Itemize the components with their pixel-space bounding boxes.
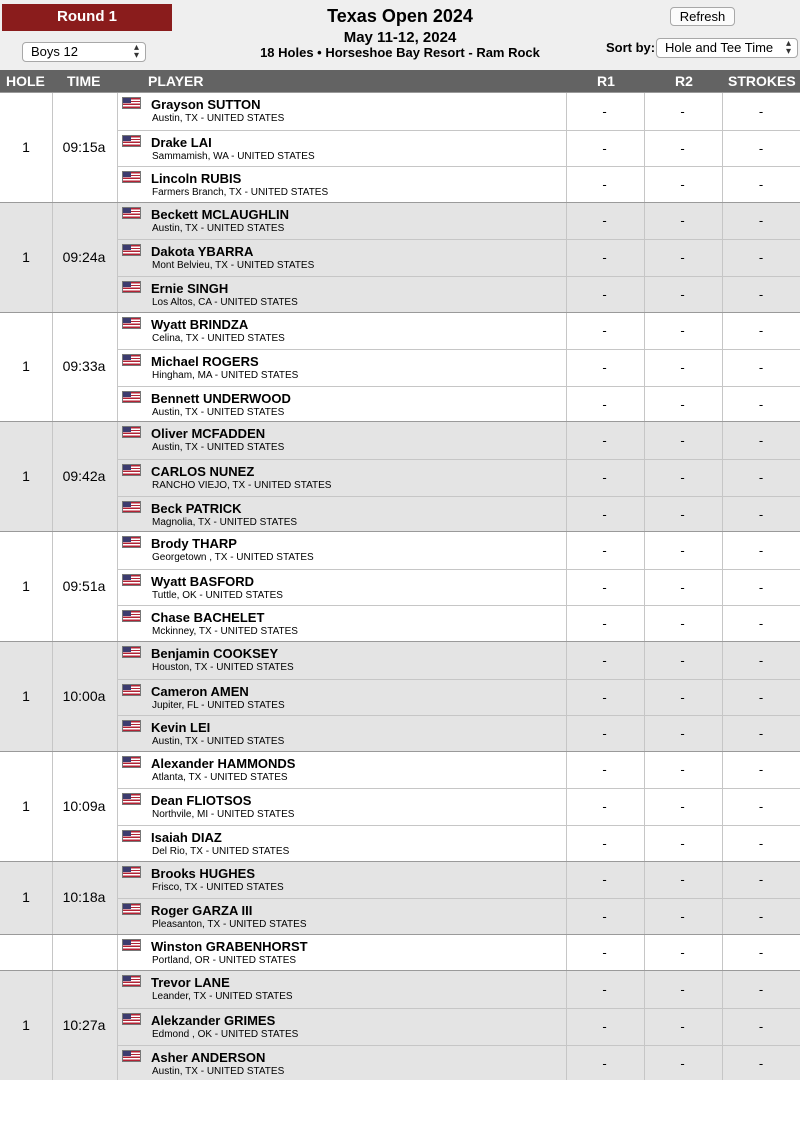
us-flag-icon — [122, 171, 141, 183]
r1-score: - — [602, 177, 607, 193]
strokes-total: - — [758, 140, 764, 156]
tee-time: 09:24a — [62, 248, 106, 265]
player-location: Austin, TX - UNITED STATES — [152, 442, 285, 454]
r1-score: - — [602, 616, 607, 632]
us-flag-icon — [122, 207, 141, 219]
sort-label: Sort by: — [606, 40, 656, 55]
us-flag-icon — [122, 317, 141, 329]
page-header — [0, 0, 800, 70]
player-row[interactable] — [117, 862, 800, 898]
strokes-total: - — [758, 103, 764, 119]
player-location: Farmers Branch, TX - UNITED STATES — [152, 187, 329, 199]
r2-score: - — [680, 799, 685, 815]
player-name[interactable]: Dean FLIOTSOS — [151, 793, 252, 809]
select-arrows-icon: ▴ ▾ — [133, 42, 139, 61]
strokes-total: - — [758, 396, 764, 412]
player-row[interactable] — [117, 166, 800, 202]
r1-score: - — [602, 1055, 607, 1071]
us-flag-icon — [122, 756, 141, 768]
strokes-total: - — [758, 689, 764, 705]
us-flag-icon — [122, 646, 141, 658]
division-select[interactable] — [22, 42, 146, 62]
r2-score: - — [680, 762, 685, 778]
us-flag-icon — [122, 793, 141, 805]
player-location: Georgetown , TX - UNITED STATES — [152, 552, 314, 564]
player-location: Hingham, MA - UNITED STATES — [152, 370, 299, 382]
r2-score: - — [680, 396, 685, 412]
strokes-total: - — [758, 177, 764, 193]
tee-time: 09:51a — [62, 578, 106, 595]
strokes-total: - — [758, 506, 764, 522]
r1-score: - — [602, 689, 607, 705]
r1-score: - — [602, 432, 607, 448]
player-name[interactable]: Trevor LANE — [151, 975, 230, 991]
strokes-total: - — [758, 945, 764, 961]
player-location: Austin, TX - UNITED STATES — [152, 1065, 285, 1077]
player-name[interactable]: Lincoln RUBIS — [151, 171, 242, 187]
player-name[interactable]: Kevin LEI — [151, 720, 211, 736]
us-flag-icon — [122, 501, 141, 513]
tee-time: 10:00a — [62, 687, 106, 704]
us-flag-icon — [122, 684, 141, 696]
player-location: Mont Belvieu, TX - UNITED STATES — [152, 260, 315, 272]
column-divider — [52, 935, 53, 971]
player-location: Austin, TX - UNITED STATES — [152, 222, 285, 234]
division-value: Boys 12 — [31, 44, 78, 59]
r2-score: - — [680, 1055, 685, 1071]
r1-score: - — [602, 250, 607, 266]
hole-number: 1 — [22, 248, 30, 265]
player-name[interactable]: Beckett MCLAUGHLIN — [151, 206, 289, 222]
col-player: PLAYER — [148, 73, 204, 89]
r2-score: - — [680, 909, 685, 925]
player-location: Leander, TX - UNITED STATES — [152, 991, 293, 1003]
r1-score: - — [602, 981, 607, 997]
r2-score: - — [680, 616, 685, 632]
player-location: Frisco, TX - UNITED STATES — [152, 881, 284, 893]
us-flag-icon — [122, 135, 141, 147]
player-location: Los Altos, CA - UNITED STATES — [152, 296, 298, 308]
player-name[interactable]: Cameron AMEN — [151, 683, 249, 699]
tee-time-group — [0, 861, 800, 934]
us-flag-icon — [122, 354, 141, 366]
player-row[interactable] — [117, 752, 800, 788]
r2-score: - — [680, 469, 685, 485]
us-flag-icon — [122, 536, 141, 548]
hole-number: 1 — [22, 1017, 30, 1034]
player-location: Magnolia, TX - UNITED STATES — [152, 516, 298, 528]
hole-number: 1 — [22, 687, 30, 704]
player-row[interactable] — [117, 679, 800, 715]
player-location: Edmond , OK - UNITED STATES — [152, 1028, 299, 1040]
tournament-title: Texas Open 2024 — [327, 6, 473, 26]
player-row[interactable] — [117, 935, 800, 971]
r1-score: - — [602, 909, 607, 925]
strokes-total: - — [758, 981, 764, 997]
player-name[interactable]: Wyatt BASFORD — [151, 573, 255, 589]
player-location: Celina, TX - UNITED STATES — [152, 332, 285, 344]
player-location: Del Rio, TX - UNITED STATES — [152, 845, 290, 857]
player-name[interactable]: Drake LAI — [151, 134, 212, 150]
r1-score: - — [602, 542, 607, 558]
col-strokes: STROKES — [728, 73, 796, 89]
tee-time: 09:15a — [62, 138, 106, 155]
tee-time: 10:09a — [62, 797, 106, 814]
player-name[interactable]: Wyatt BRINDZA — [151, 316, 249, 332]
us-flag-icon — [122, 903, 141, 915]
player-row[interactable] — [117, 532, 800, 568]
player-name[interactable]: Alexander HAMMONDS — [151, 755, 296, 771]
player-name[interactable]: Roger GARZA III — [151, 903, 253, 919]
r2-score: - — [680, 360, 685, 376]
r1-score: - — [602, 469, 607, 485]
us-flag-icon — [122, 574, 141, 586]
player-location: Austin, TX - UNITED STATES — [152, 113, 285, 124]
r2-score: - — [680, 542, 685, 558]
us-flag-icon — [122, 391, 141, 403]
us-flag-icon — [122, 975, 141, 987]
strokes-total: - — [758, 250, 764, 266]
player-location: Sammamish, WA - UNITED STATES — [152, 150, 315, 162]
strokes-total: - — [758, 616, 764, 632]
player-row[interactable] — [117, 313, 800, 349]
us-flag-icon — [122, 281, 141, 293]
hole-number: 1 — [22, 468, 30, 485]
strokes-total: - — [758, 835, 764, 851]
col-time: TIME — [67, 73, 101, 89]
strokes-total: - — [758, 762, 764, 778]
player-row[interactable] — [117, 569, 800, 605]
player-name[interactable]: Winston GRABENHORST — [151, 938, 308, 954]
r1-score: - — [602, 652, 607, 668]
player-row[interactable] — [117, 1008, 800, 1044]
hole-number: 1 — [22, 797, 30, 814]
us-flag-icon — [122, 866, 141, 878]
player-name[interactable]: Ernie SINGH — [151, 280, 229, 296]
r2-score: - — [680, 286, 685, 302]
r2-score: - — [680, 432, 685, 448]
player-row[interactable] — [117, 898, 800, 934]
player-name[interactable]: Oliver MCFADDEN — [151, 426, 266, 442]
player-row[interactable] — [117, 788, 800, 824]
strokes-total: - — [758, 872, 764, 888]
table-header — [0, 70, 800, 92]
r2-score: - — [680, 177, 685, 193]
r2-score: - — [680, 140, 685, 156]
us-flag-icon — [122, 720, 141, 732]
r2-score: - — [680, 652, 685, 668]
player-row[interactable] — [117, 239, 800, 275]
r1-score: - — [602, 872, 607, 888]
tee-time-group — [0, 934, 800, 971]
refresh-button[interactable]: Refresh — [670, 7, 735, 26]
player-location: Portland, OR - UNITED STATES — [152, 954, 297, 966]
strokes-total: - — [758, 799, 764, 815]
player-location: Austin, TX - UNITED STATES — [152, 406, 285, 418]
tee-time-group — [0, 641, 800, 751]
player-location: Northvile, MI - UNITED STATES — [152, 809, 295, 821]
tee-time: 10:27a — [62, 1017, 106, 1034]
sort-value: Hole and Tee Time — [665, 40, 774, 55]
player-name[interactable]: Alekzander GRIMES — [151, 1012, 276, 1028]
tournament-dates: May 11-12, 2024 — [343, 29, 457, 46]
strokes-total: - — [758, 286, 764, 302]
player-row[interactable] — [117, 203, 800, 239]
hole-number: 1 — [22, 889, 30, 906]
tee-time-group — [0, 751, 800, 861]
hole-number: 1 — [22, 578, 30, 595]
player-name[interactable]: Grayson SUTTON — [151, 97, 261, 112]
select-arrows-icon: ▴ ▾ — [785, 38, 791, 57]
player-name[interactable]: Chase BACHELET — [151, 610, 265, 626]
tee-time: 10:18a — [62, 889, 106, 906]
strokes-total: - — [758, 432, 764, 448]
r1-score: - — [602, 945, 607, 961]
player-row[interactable] — [117, 349, 800, 385]
hole-number: 1 — [22, 358, 30, 375]
player-location: Tuttle, OK - UNITED STATES — [152, 589, 283, 601]
player-row[interactable] — [117, 93, 800, 129]
player-location: RANCHO VIEJO, TX - UNITED STATES — [152, 479, 332, 491]
round-selector[interactable]: Round 1 — [2, 4, 172, 31]
player-row[interactable] — [117, 496, 800, 532]
tee-time-group — [0, 421, 800, 531]
strokes-total: - — [758, 360, 764, 376]
col-r1: R1 — [597, 73, 615, 89]
r1-score: - — [602, 323, 607, 339]
r1-score: - — [602, 799, 607, 815]
col-r2: R2 — [675, 73, 693, 89]
player-location: Houston, TX - UNITED STATES — [152, 662, 294, 673]
player-row[interactable] — [117, 605, 800, 641]
col-hole: HOLE — [6, 73, 45, 89]
r1-score: - — [602, 360, 607, 376]
us-flag-icon — [122, 939, 141, 951]
player-row[interactable] — [117, 422, 800, 458]
us-flag-icon — [122, 97, 141, 109]
tee-time: 09:33a — [62, 358, 106, 375]
tee-time-group — [0, 312, 800, 422]
us-flag-icon — [122, 464, 141, 476]
r1-score: - — [602, 103, 607, 119]
r1-score: - — [602, 506, 607, 522]
r2-score: - — [680, 103, 685, 119]
r2-score: - — [680, 872, 685, 888]
r2-score: - — [680, 981, 685, 997]
tee-time-group — [0, 531, 800, 641]
player-row[interactable] — [117, 130, 800, 166]
tee-time-group — [0, 970, 800, 1080]
r2-score: - — [680, 689, 685, 705]
r1-score: - — [602, 579, 607, 595]
strokes-total: - — [758, 1018, 764, 1034]
player-name[interactable]: CARLOS NUNEZ — [151, 463, 255, 479]
player-name[interactable]: Brody THARP — [151, 536, 237, 552]
r1-score: - — [602, 762, 607, 778]
player-location: Austin, TX - UNITED STATES — [152, 736, 285, 748]
player-row[interactable] — [117, 276, 800, 312]
player-location: Pleasanton, TX - UNITED STATES — [152, 919, 307, 931]
strokes-total: - — [758, 726, 764, 742]
player-location: Atlanta, TX - UNITED STATES — [152, 771, 288, 783]
player-row[interactable] — [117, 971, 800, 1007]
r1-score: - — [602, 213, 607, 229]
tee-time: 09:42a — [62, 468, 106, 485]
strokes-total: - — [758, 579, 764, 595]
r1-score: - — [602, 835, 607, 851]
player-location: Jupiter, FL - UNITED STATES — [152, 699, 285, 711]
tee-time-group — [0, 202, 800, 312]
player-row[interactable] — [117, 386, 800, 422]
r2-score: - — [680, 1018, 685, 1034]
strokes-total: - — [758, 542, 764, 558]
strokes-total: - — [758, 909, 764, 925]
strokes-total: - — [758, 1055, 764, 1071]
r2-score: - — [680, 945, 685, 961]
us-flag-icon — [122, 830, 141, 842]
us-flag-icon — [122, 426, 141, 438]
r1-score: - — [602, 726, 607, 742]
r2-score: - — [680, 506, 685, 522]
player-row[interactable] — [117, 459, 800, 495]
player-name[interactable]: Isaiah DIAZ — [151, 829, 222, 845]
player-name[interactable]: Michael ROGERS — [151, 354, 259, 370]
course-info: 18 Holes • Horseshoe Bay Resort - Ram Rock — [260, 45, 540, 60]
player-name[interactable]: Bennett UNDERWOOD — [151, 390, 291, 406]
strokes-total: - — [758, 652, 764, 668]
r2-score: - — [680, 213, 685, 229]
r2-score: - — [680, 250, 685, 266]
us-flag-icon — [122, 244, 141, 256]
us-flag-icon — [122, 610, 141, 622]
strokes-total: - — [758, 213, 764, 229]
player-row[interactable] — [117, 825, 800, 861]
strokes-total: - — [758, 323, 764, 339]
r2-score: - — [680, 835, 685, 851]
sort-select[interactable] — [656, 38, 798, 58]
us-flag-icon — [122, 1050, 141, 1062]
us-flag-icon — [122, 1013, 141, 1025]
r2-score: - — [680, 323, 685, 339]
player-name[interactable]: Beck PATRICK — [151, 500, 242, 516]
hole-number: 1 — [22, 138, 30, 155]
player-row[interactable] — [117, 715, 800, 751]
r1-score: - — [602, 140, 607, 156]
r1-score: - — [602, 286, 607, 302]
r2-score: - — [680, 726, 685, 742]
r1-score: - — [602, 1018, 607, 1034]
player-name[interactable]: Brooks HUGHES — [151, 865, 256, 881]
r2-score: - — [680, 579, 685, 595]
player-name[interactable]: Dakota YBARRA — [151, 244, 254, 260]
player-location: Mckinney, TX - UNITED STATES — [152, 626, 298, 638]
player-row[interactable] — [117, 1045, 800, 1081]
strokes-total: - — [758, 469, 764, 485]
player-name[interactable]: Asher ANDERSON — [151, 1049, 266, 1065]
tee-time-group — [0, 92, 800, 202]
r1-score: - — [602, 396, 607, 412]
player-row[interactable] — [117, 642, 800, 678]
player-name[interactable]: Benjamin COOKSEY — [151, 646, 279, 661]
